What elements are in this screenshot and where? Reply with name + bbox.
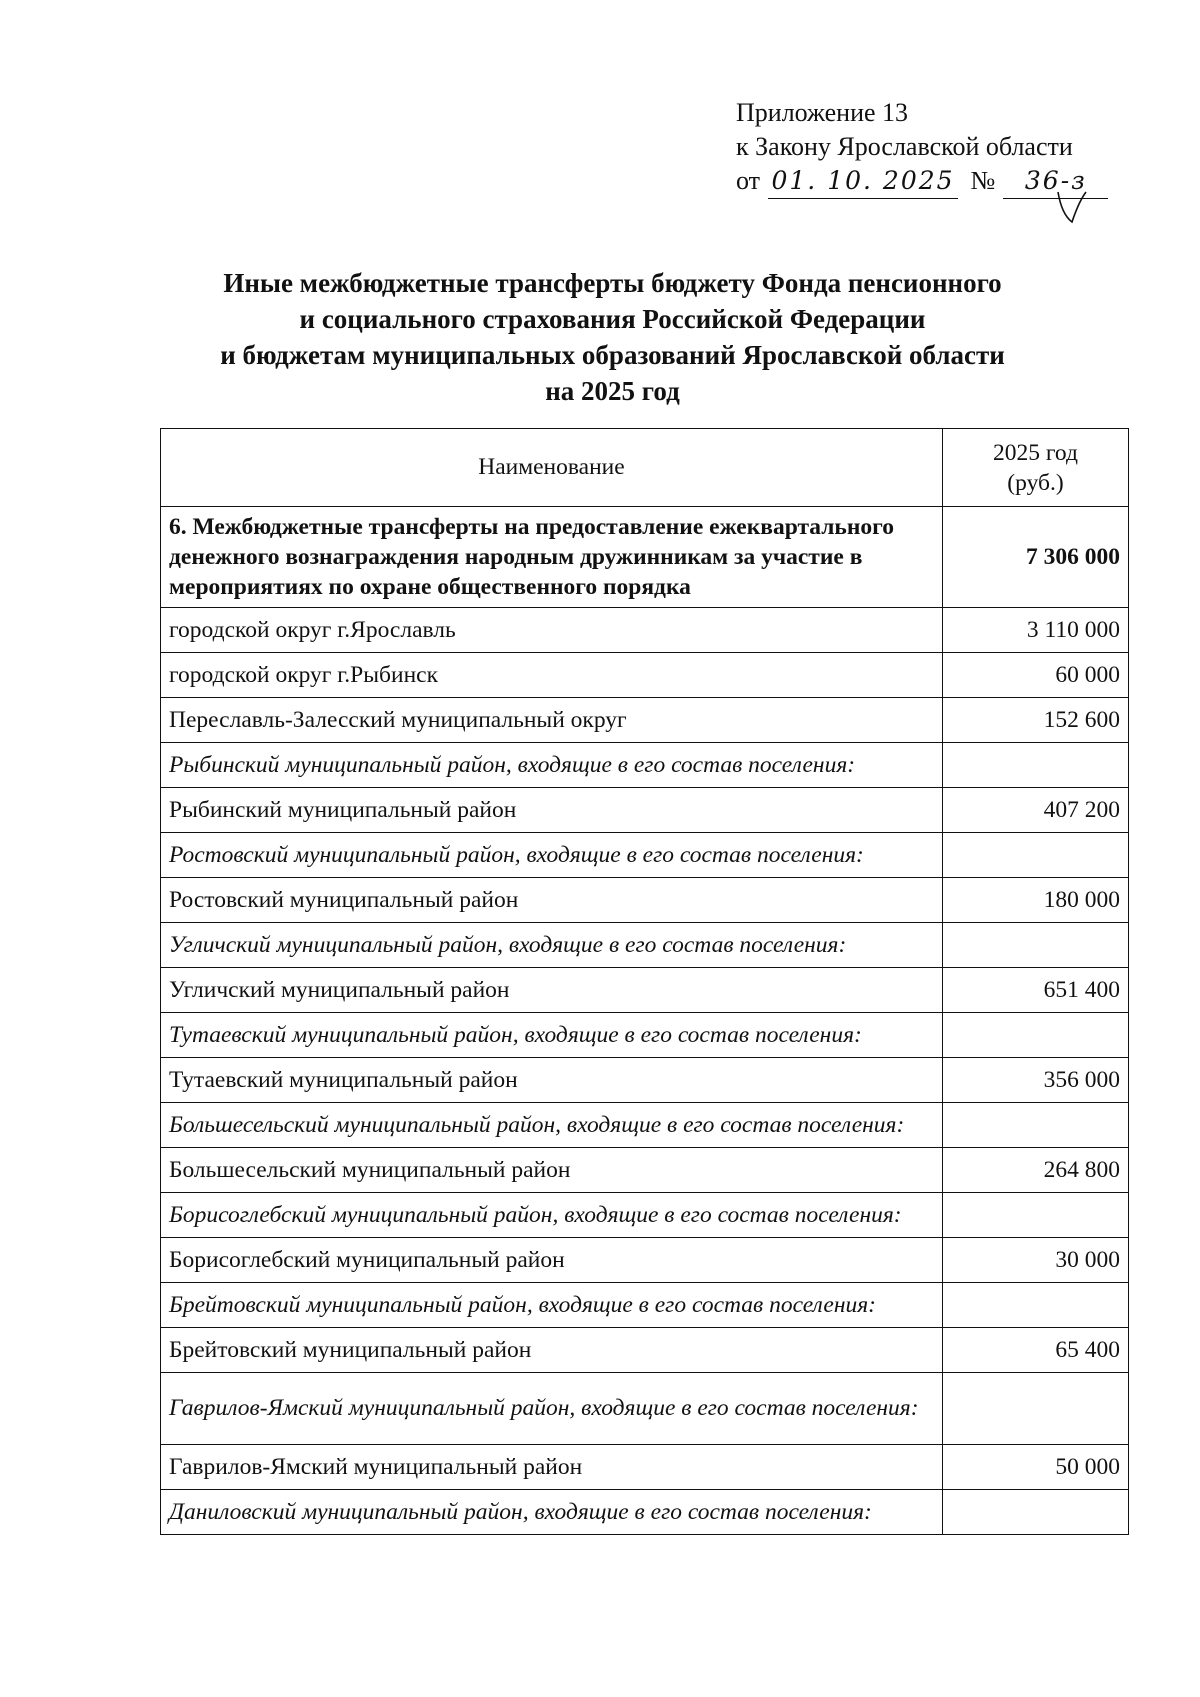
column-header-unit: (руб.) <box>1007 469 1064 496</box>
row-value: 3 110 000 <box>942 608 1128 653</box>
table-row <box>161 788 1129 833</box>
table-row <box>161 1328 1129 1373</box>
table-row <box>161 878 1129 923</box>
title-line: Иные межбюджетные трансферты бюджету Фонда пенсионного <box>223 268 1002 298</box>
table-row <box>161 968 1129 1013</box>
row-value: 30 000 <box>942 1238 1128 1283</box>
table-row <box>161 1103 1129 1148</box>
row-value: 407 200 <box>942 788 1128 833</box>
appendix-number: Приложение 13 <box>736 98 909 127</box>
column-header-year-label: 2025 год <box>993 439 1078 466</box>
row-name: городской округ г.Рыбинск <box>161 653 943 698</box>
table-row <box>161 743 1129 788</box>
row-value <box>942 743 1128 788</box>
title-line: и бюджетам муниципальных образований Ярославской области <box>220 340 1005 370</box>
document-title <box>160 265 1065 409</box>
row-value <box>942 1103 1128 1148</box>
transfers-table <box>160 428 1129 1535</box>
number-label: № <box>970 166 996 195</box>
row-name: Тутаевский муниципальный район, входящие в его состав поселения: <box>161 1013 943 1058</box>
row-name: Угличский муниципальный район <box>161 968 943 1013</box>
title-line: и социального страхования Российской Федерации <box>299 304 926 334</box>
table-row <box>161 923 1129 968</box>
table-row <box>161 833 1129 878</box>
row-name: Ростовский муниципальный район <box>161 878 943 923</box>
handwritten-tick-icon <box>1052 190 1092 230</box>
row-name: Борисоглебский муниципальный район, входящие в его состав поселения: <box>161 1193 943 1238</box>
row-name: Гаврилов-Ямский муниципальный район <box>161 1445 943 1490</box>
table-header-row <box>161 429 1129 507</box>
table-row <box>161 1013 1129 1058</box>
row-name: Переславль-Залесский муниципальный округ <box>161 698 943 743</box>
row-name: Брейтовский муниципальный район, входящие в его состав поселения: <box>161 1283 943 1328</box>
row-value: 264 800 <box>942 1148 1128 1193</box>
row-name: Борисоглебский муниципальный район <box>161 1238 943 1283</box>
row-value: 651 400 <box>942 968 1128 1013</box>
row-value <box>942 1013 1128 1058</box>
row-value: 356 000 <box>942 1058 1128 1103</box>
row-value: 50 000 <box>942 1445 1128 1490</box>
row-value <box>942 1193 1128 1238</box>
table-row <box>161 653 1129 698</box>
row-name: Гаврилов-Ямский муниципальный район, входящие в его состав поселения: <box>161 1373 943 1445</box>
row-name: Рыбинский муниципальный район, входящие в его состав поселения: <box>161 743 943 788</box>
handwritten-date: 01. 10. 2025 <box>768 164 958 199</box>
total-row-name: 6. Межбюджетные трансферты на предоставление ежеквартального денежного вознаграждения народным дружинникам за участие в мероприятиях по охране общественного порядка <box>161 507 943 608</box>
table-row <box>161 1148 1129 1193</box>
row-value: 152 600 <box>942 698 1128 743</box>
row-name: Брейтовский муниципальный район <box>161 1328 943 1373</box>
table-row <box>161 1490 1129 1535</box>
table-row <box>161 608 1129 653</box>
row-value: 60 000 <box>942 653 1128 698</box>
row-value <box>942 833 1128 878</box>
row-value: 65 400 <box>942 1328 1128 1373</box>
row-name: Тутаевский муниципальный район <box>161 1058 943 1103</box>
row-name: Рыбинский муниципальный район <box>161 788 943 833</box>
row-value: 180 000 <box>942 878 1128 923</box>
table-row <box>161 698 1129 743</box>
table-row <box>161 1238 1129 1283</box>
row-name: Даниловский муниципальный район, входящие в его состав поселения: <box>161 1490 943 1535</box>
row-value <box>942 1283 1128 1328</box>
total-row <box>161 507 1129 608</box>
appendix-header <box>736 96 1108 199</box>
row-value <box>942 1490 1128 1535</box>
row-name: городской округ г.Ярославль <box>161 608 943 653</box>
row-name: Ростовский муниципальный район, входящие в его состав поселения: <box>161 833 943 878</box>
table-row <box>161 1445 1129 1490</box>
row-name: Угличский муниципальный район, входящие в его состав поселения: <box>161 923 943 968</box>
table-row <box>161 1193 1129 1238</box>
from-label: от <box>736 166 761 195</box>
table-row <box>161 1373 1129 1445</box>
row-value <box>942 1373 1128 1445</box>
table-row <box>161 1058 1129 1103</box>
title-line: на 2025 год <box>545 376 680 406</box>
row-name: Большесельский муниципальный район <box>161 1148 943 1193</box>
table-row <box>161 1283 1129 1328</box>
column-header-name: Наименование <box>161 429 943 507</box>
column-header-year <box>942 429 1128 507</box>
total-row-value: 7 306 000 <box>942 507 1128 608</box>
row-name: Большесельский муниципальный район, входящие в его состав поселения: <box>161 1103 943 1148</box>
law-reference: к Закону Ярославской области <box>736 132 1073 161</box>
row-value <box>942 923 1128 968</box>
handwritten-number: 36-з <box>1003 164 1108 199</box>
